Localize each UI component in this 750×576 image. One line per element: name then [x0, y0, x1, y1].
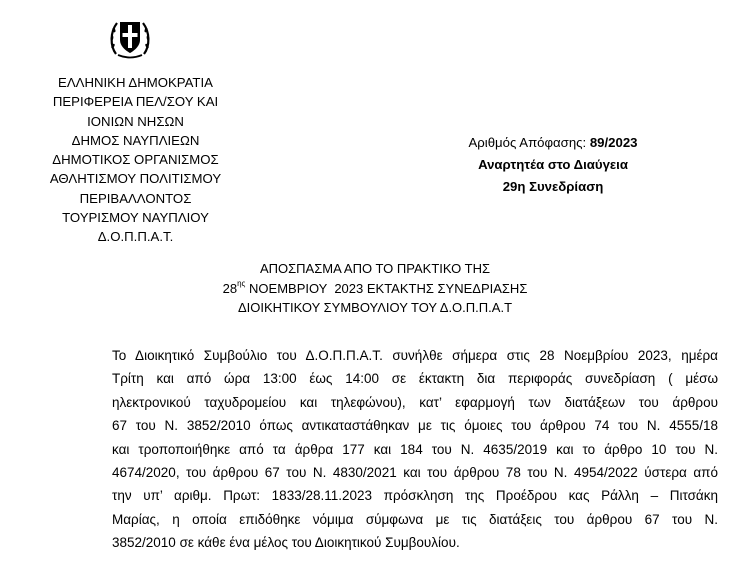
issuer-line-municipality: ΔΗΜΟΣ ΝΑΥΠΛΙΕΩΝ: [71, 132, 200, 148]
issuer-line-republic: ΕΛΛΗΝΙΚΗ ΔΗΜΟΚΡΑΤΙΑ: [58, 75, 213, 90]
greek-coat-of-arms-icon: [108, 16, 152, 60]
body-line-3: ηλεκτρονικού ταχυδρομείου και τηλεφώνου), κατ’ εφαρμογή των διατάξεων του άρθρου: [112, 394, 718, 410]
body-line-9: 3852/2010 σε κάθε ένα μέλος του Διοικητικού Συμβουλίου.: [112, 535, 460, 551]
extract-day: 28: [222, 280, 238, 296]
coat-of-arms-graphic: [108, 16, 152, 60]
body-line-7: την υπ’ αριθμ. Πρωτ: 1833/28.11.2023 πρόσκληση της Προέδρου κας Ράλλη – Πιτσάκη: [112, 488, 718, 504]
issuer-line-sports-culture: ΑΘΛΗΤΙΣΜΟΥ ΠΟΛΙΤΙΣΜΟΥ: [49, 171, 222, 187]
issuer-line-environment: ΠΕΡΙΒΑΛΛΟΝΤΟΣ: [79, 190, 192, 206]
body-line-2: Τρίτη και από ώρα 13:00 έως 14:00 σε έκτακτη δια περιφοράς συνεδρίαση ( μέσω: [112, 371, 718, 387]
decision-meta: [433, 132, 673, 198]
decision-number-line: [433, 132, 673, 154]
body-line-1: Το Διοικητικό Συμβούλιο του Δ.Ο.Π.Π.Α.Τ. συνήλθε σήμερα στις 28 Νοεμβρίου 2023, ημέρα: [112, 348, 718, 363]
issuer-line-acronym: Δ.Ο.Π.Π.Α.Τ.: [97, 229, 174, 245]
extract-day-suffix: ης: [237, 279, 246, 289]
issuer-line-region: ΠΕΡΙΦΕΡΕΙΑ ΠΕΛ/ΣΟΥ ΚΑΙ: [52, 94, 219, 110]
posting-note: Αναρτητέα στο Διαύγεια: [478, 157, 628, 172]
issuer-line-organization: ΔΗΜΟΤΙΚΟΣ ΟΡΓΑΝΙΣΜΟΣ: [52, 152, 219, 168]
session-number: 29η Συνεδρίαση: [502, 179, 604, 194]
body-line-6: 4674/2020, του άρθρου 67 του Ν. 4830/2021 και του άρθρου 78 του Ν. 4954/2022 ύστερα από: [112, 464, 718, 480]
minutes-body: [112, 344, 718, 555]
extract-line-2: [190, 279, 560, 299]
extract-line-1: ΑΠΟΣΠΑΣΜΑ ΑΠΟ ΤΟ ΠΡΑΚΤΙΚΟ ΤΗΣ: [259, 261, 491, 276]
body-line-4: 67 του Ν. 3852/2010 όπως αντικαταστάθηκαν με τις όμοιες του άρθρου 74 του Ν. 4555/18: [112, 418, 718, 434]
extract-heading: [190, 259, 560, 318]
issuer-line-tourism: ΤΟΥΡΙΣΜΟΥ ΝΑΥΠΛΙΟΥ: [62, 210, 209, 226]
issuer-block: [28, 73, 243, 247]
decision-number-label: Αριθμός Απόφασης:: [468, 135, 587, 150]
extract-line-3: ΔΙΟΙΚΗΤΙΚΟΥ ΣΥΜΒΟΥΛΙΟΥ ΤΟΥ Δ.Ο.Π.Π.Α.Τ: [237, 300, 513, 315]
body-line-5: και τροποποιήθηκε από τα άρθρα 177 και 184 του Ν. 4635/2019 και το άρθρο 10 του Ν.: [112, 441, 718, 457]
body-line-8: Μαρίας, η οποία επιδόθηκε νόμιμα σύμφωνα με τις διατάξεις του άρθρου 67 του Ν.: [112, 511, 718, 527]
issuer-line-islands: ΙΟΝΙΩΝ ΝΗΣΩΝ: [87, 113, 184, 129]
extract-date-rest: ΝΟΕΜΒΡΙΟΥ 2023 ΕΚΤΑΚΤΗΣ ΣΥΝΕΔΡΙΑΣΗΣ: [245, 280, 528, 296]
decision-number-value: 89/2023: [589, 135, 638, 150]
